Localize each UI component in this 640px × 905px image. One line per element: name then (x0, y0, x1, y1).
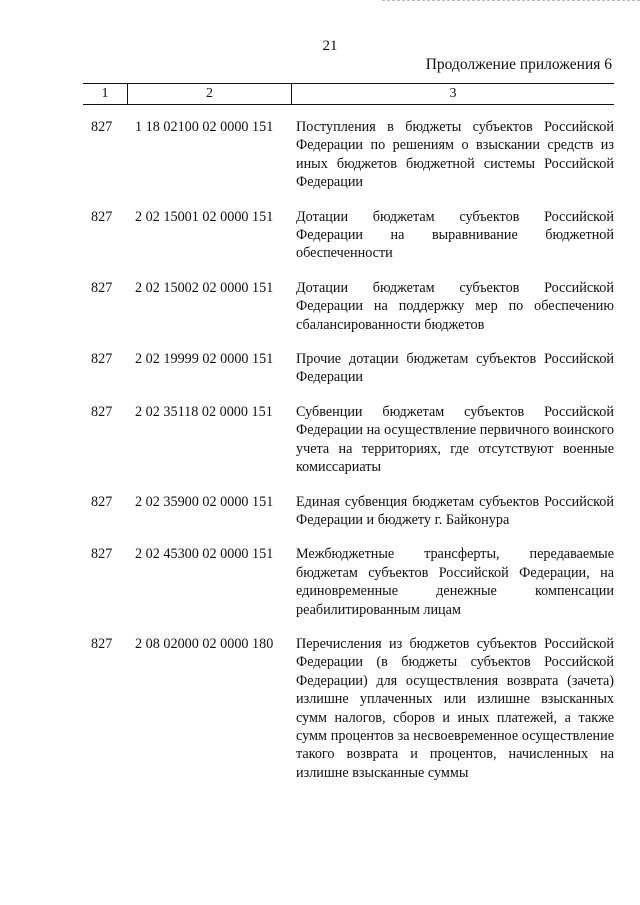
table-row (83, 403, 614, 477)
budget-code: 2 02 19999 02 0000 151 (135, 351, 274, 368)
admin-code: 827 (91, 493, 113, 510)
budget-code: 2 02 15001 02 0000 151 (135, 208, 274, 225)
revenue-description: Прочие дотации бюджетам субъектов Российской Федерации (296, 351, 614, 386)
table-row (83, 493, 614, 530)
header-col-1: 1 (83, 84, 128, 104)
header-col-3: 3 (449, 86, 457, 101)
revenue-description: Дотации бюджетам субъектов Российской Федерации на поддержку мер по обеспечению сбалансированности бюджетов (296, 279, 614, 333)
table-row (83, 635, 614, 782)
table-row (83, 279, 614, 334)
top-edge-rule (382, 0, 640, 1)
table-body (83, 118, 614, 782)
table-row (83, 118, 614, 192)
admin-code: 827 (91, 208, 113, 225)
revenue-description: Поступления в бюджеты субъектов Российской Федерации по решениям о взыскании средств из иных бюджетов бюджетной системы Российской Федерации (296, 119, 614, 191)
admin-code: 827 (91, 351, 113, 368)
budget-code: 2 02 35900 02 0000 151 (135, 493, 274, 510)
revenue-description: Перечисления из бюджетов субъектов Российской Федерации (в бюджеты субъектов Российской Федерации) для осуществления возврата (зачета) излишне уплаченных или излишне взысканных сумм налогов, сборов и иных платежей, а также сумм процентов за несвоевременное осуществление такого возврата и процентов, начисленных на излишне взысканные суммы (296, 635, 614, 781)
budget-code: 2 02 45300 02 0000 151 (135, 546, 274, 563)
admin-code: 827 (91, 119, 113, 135)
revenue-description: Субвенции бюджетам субъектов Российской Федерации на осуществление первичного воинского учета на территориях, где отсутствуют военные комиссариаты (296, 403, 614, 476)
admin-code: 827 (91, 279, 113, 296)
budget-code: 2 08 02000 02 0000 180 (135, 635, 274, 652)
revenue-description: Межбюджетные трансферты, передаваемые бюджетам субъектов Российской Федерации, на единовременные денежные компенсации реабилитированным лицам (296, 546, 614, 618)
table-row (83, 350, 614, 387)
budget-code: 1 18 02100 02 0000 151 (135, 119, 274, 135)
page-number: 21 (322, 38, 338, 54)
revenue-description: Дотации бюджетам субъектов Российской Федерации на выравнивание бюджетной обеспеченности (296, 208, 614, 262)
admin-code: 827 (91, 635, 113, 652)
admin-code: 827 (91, 546, 113, 563)
appendix-continuation-note: Продолжение приложения 6 (425, 56, 612, 73)
table-row (83, 208, 614, 263)
table-row (83, 545, 614, 619)
table-header (83, 83, 614, 105)
revenue-description: Единая субвенция бюджетам субъектов Российской Федерации и бюджету г. Байконура (296, 493, 614, 528)
header-col-2: 2 (128, 84, 292, 104)
budget-code: 2 02 35118 02 0000 151 (135, 403, 273, 420)
budget-code: 2 02 15002 02 0000 151 (135, 279, 274, 296)
admin-code: 827 (91, 403, 113, 420)
